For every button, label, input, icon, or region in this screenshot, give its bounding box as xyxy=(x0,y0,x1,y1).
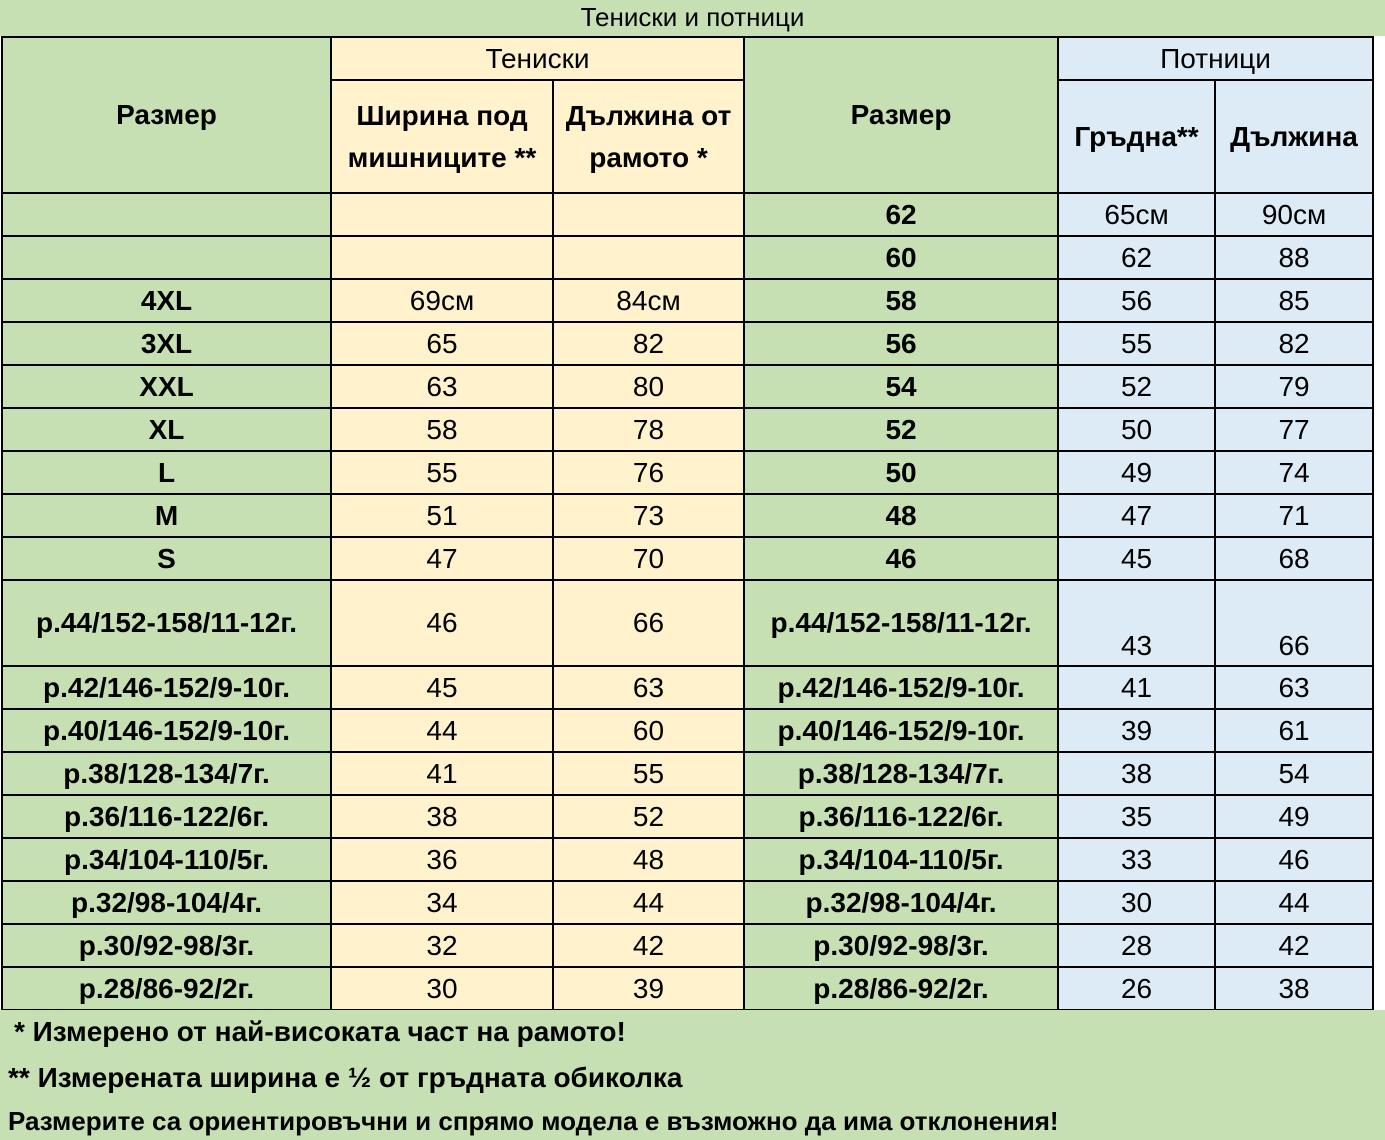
tshirt-width-cell: 30 xyxy=(331,967,553,1010)
tank-length-cell: 63 xyxy=(1215,666,1373,709)
table-row xyxy=(2,193,1373,236)
tshirt-length-cell xyxy=(553,236,744,279)
tank-chest-cell: 28 xyxy=(1058,924,1215,967)
tshirt-length-cell: 63 xyxy=(553,666,744,709)
tshirt-length-cell: 52 xyxy=(553,795,744,838)
table-row xyxy=(2,795,1373,838)
header-length-from-shoulder: Дължина от рамото * xyxy=(553,80,744,193)
tank-chest-cell: 41 xyxy=(1058,666,1215,709)
tshirt-length-cell: 60 xyxy=(553,709,744,752)
tank-size-cell: р.32/98-104/4г. xyxy=(744,881,1058,924)
tank-length-cell: 79 xyxy=(1215,365,1373,408)
tank-chest-cell: 33 xyxy=(1058,838,1215,881)
table-row xyxy=(2,580,1373,666)
tshirt-length-cell: 55 xyxy=(553,752,744,795)
tshirt-length-cell: 80 xyxy=(553,365,744,408)
tshirt-width-cell: 47 xyxy=(331,537,553,580)
tank-length-cell: 88 xyxy=(1215,236,1373,279)
table-row xyxy=(2,967,1373,1010)
tshirt-width-cell xyxy=(331,193,553,236)
tshirt-size-cell: р.28/86-92/2г. xyxy=(2,967,331,1010)
table-row xyxy=(2,279,1373,322)
tank-chest-cell: 50 xyxy=(1058,408,1215,451)
tank-length-cell: 46 xyxy=(1215,838,1373,881)
tank-size-cell: 56 xyxy=(744,322,1058,365)
tshirt-length-cell: 82 xyxy=(553,322,744,365)
tshirt-width-cell xyxy=(331,236,553,279)
tshirt-size-cell: 4XL xyxy=(2,279,331,322)
table-row xyxy=(2,924,1373,967)
tank-size-cell: 48 xyxy=(744,494,1058,537)
tank-length-cell: 82 xyxy=(1215,322,1373,365)
tshirt-size-cell: S xyxy=(2,537,331,580)
header-tanks-group: Потници xyxy=(1058,37,1373,80)
header-size-tanks: Размер xyxy=(744,37,1058,193)
tank-length-cell: 77 xyxy=(1215,408,1373,451)
tshirt-width-cell: 55 xyxy=(331,451,553,494)
tshirt-length-cell: 73 xyxy=(553,494,744,537)
tshirt-length-cell: 84см xyxy=(553,279,744,322)
tank-size-cell: 58 xyxy=(744,279,1058,322)
note-approximate-sizes: Размерите са ориентировъчни и спрямо модела е възможно да има отклонения! xyxy=(8,1106,1059,1136)
tank-length-cell: 66 xyxy=(1215,580,1373,666)
tshirt-size-cell: р.40/146-152/9-10г. xyxy=(2,709,331,752)
table-title: Тениски и потници xyxy=(0,0,1385,36)
table-row xyxy=(2,881,1373,924)
tshirt-size-cell: р.44/152-158/11-12г. xyxy=(2,580,331,666)
table-row xyxy=(2,451,1373,494)
tank-size-cell: 62 xyxy=(744,193,1058,236)
tshirt-length-cell: 78 xyxy=(553,408,744,451)
tank-length-cell: 90см xyxy=(1215,193,1373,236)
tshirt-width-cell: 38 xyxy=(331,795,553,838)
size-chart-table xyxy=(1,36,1374,1011)
table-row xyxy=(2,408,1373,451)
tank-size-cell: 60 xyxy=(744,236,1058,279)
tshirt-width-cell: 32 xyxy=(331,924,553,967)
note-shoulder-measurement: * Измерено от най-високата част на рамото! xyxy=(14,1016,626,1047)
tshirt-width-cell: 36 xyxy=(331,838,553,881)
tank-chest-cell: 43 xyxy=(1058,580,1215,666)
tank-size-cell: р.36/116-122/6г. xyxy=(744,795,1058,838)
tshirt-size-cell: р.30/92-98/3г. xyxy=(2,924,331,967)
table-row xyxy=(2,236,1373,279)
header-tshirts-group: Тениски xyxy=(331,37,744,80)
tank-chest-cell: 45 xyxy=(1058,537,1215,580)
tank-length-cell: 49 xyxy=(1215,795,1373,838)
tank-length-cell: 74 xyxy=(1215,451,1373,494)
tshirt-width-cell: 51 xyxy=(331,494,553,537)
tank-length-cell: 54 xyxy=(1215,752,1373,795)
tshirt-width-cell: 44 xyxy=(331,709,553,752)
tank-length-cell: 71 xyxy=(1215,494,1373,537)
tank-length-cell: 85 xyxy=(1215,279,1373,322)
tshirt-length-cell: 39 xyxy=(553,967,744,1010)
tshirt-size-cell xyxy=(2,236,331,279)
notes-section xyxy=(0,1010,1385,1140)
header-tank-length: Дължина xyxy=(1215,80,1373,193)
tank-size-cell: р.28/86-92/2г. xyxy=(744,967,1058,1010)
tank-size-cell: р.30/92-98/3г. xyxy=(744,924,1058,967)
tshirt-width-cell: 58 xyxy=(331,408,553,451)
tshirt-size-cell: р.32/98-104/4г. xyxy=(2,881,331,924)
table-row xyxy=(2,537,1373,580)
table-row xyxy=(2,365,1373,408)
header-width-under-arms: Ширина под мишниците ** xyxy=(331,80,553,193)
tank-chest-cell: 47 xyxy=(1058,494,1215,537)
header-size-tshirts: Размер xyxy=(2,37,331,193)
tank-chest-cell: 56 xyxy=(1058,279,1215,322)
tshirt-width-cell: 69см xyxy=(331,279,553,322)
tshirt-width-cell: 34 xyxy=(331,881,553,924)
tank-chest-cell: 65см xyxy=(1058,193,1215,236)
tank-chest-cell: 55 xyxy=(1058,322,1215,365)
table-row xyxy=(2,838,1373,881)
tshirt-width-cell: 65 xyxy=(331,322,553,365)
table-row xyxy=(2,709,1373,752)
tank-size-cell: 54 xyxy=(744,365,1058,408)
tank-size-cell: р.44/152-158/11-12г. xyxy=(744,580,1058,666)
tank-chest-cell: 38 xyxy=(1058,752,1215,795)
tank-size-cell: р.34/104-110/5г. xyxy=(744,838,1058,881)
table-row xyxy=(2,322,1373,365)
tshirt-size-cell: L xyxy=(2,451,331,494)
tshirt-length-cell: 48 xyxy=(553,838,744,881)
tshirt-length-cell: 70 xyxy=(553,537,744,580)
tshirt-size-cell: 3XL xyxy=(2,322,331,365)
tshirt-size-cell xyxy=(2,193,331,236)
tank-chest-cell: 39 xyxy=(1058,709,1215,752)
tshirt-size-cell: р.36/116-122/6г. xyxy=(2,795,331,838)
tshirt-size-cell: XXL xyxy=(2,365,331,408)
tshirt-size-cell: р.38/128-134/7г. xyxy=(2,752,331,795)
tank-length-cell: 38 xyxy=(1215,967,1373,1010)
tank-size-cell: р.38/128-134/7г. xyxy=(744,752,1058,795)
tank-length-cell: 61 xyxy=(1215,709,1373,752)
tshirt-size-cell: р.34/104-110/5г. xyxy=(2,838,331,881)
tshirt-size-cell: р.42/146-152/9-10г. xyxy=(2,666,331,709)
tshirt-width-cell: 63 xyxy=(331,365,553,408)
tshirt-width-cell: 41 xyxy=(331,752,553,795)
tank-size-cell: 50 xyxy=(744,451,1058,494)
tshirt-length-cell: 76 xyxy=(553,451,744,494)
tshirt-size-cell: XL xyxy=(2,408,331,451)
table-row xyxy=(2,494,1373,537)
tank-chest-cell: 52 xyxy=(1058,365,1215,408)
tank-chest-cell: 49 xyxy=(1058,451,1215,494)
tshirt-length-cell xyxy=(553,193,744,236)
tshirt-size-cell: M xyxy=(2,494,331,537)
tshirt-width-cell: 46 xyxy=(331,580,553,666)
tank-size-cell: 52 xyxy=(744,408,1058,451)
tshirt-length-cell: 42 xyxy=(553,924,744,967)
tank-size-cell: 46 xyxy=(744,537,1058,580)
tank-length-cell: 42 xyxy=(1215,924,1373,967)
tshirt-length-cell: 66 xyxy=(553,580,744,666)
table-row xyxy=(2,752,1373,795)
tank-length-cell: 68 xyxy=(1215,537,1373,580)
tank-chest-cell: 26 xyxy=(1058,967,1215,1010)
tank-chest-cell: 30 xyxy=(1058,881,1215,924)
tank-size-cell: р.42/146-152/9-10г. xyxy=(744,666,1058,709)
table-row xyxy=(2,666,1373,709)
tank-chest-cell: 62 xyxy=(1058,236,1215,279)
note-width-half-chest: ** Измерената ширина е ½ от гръдната обиколка xyxy=(8,1062,683,1093)
tank-size-cell: р.40/146-152/9-10г. xyxy=(744,709,1058,752)
tshirt-width-cell: 45 xyxy=(331,666,553,709)
tshirt-length-cell: 44 xyxy=(553,881,744,924)
header-chest: Гръдна** xyxy=(1058,80,1215,193)
tank-chest-cell: 35 xyxy=(1058,795,1215,838)
tank-length-cell: 44 xyxy=(1215,881,1373,924)
